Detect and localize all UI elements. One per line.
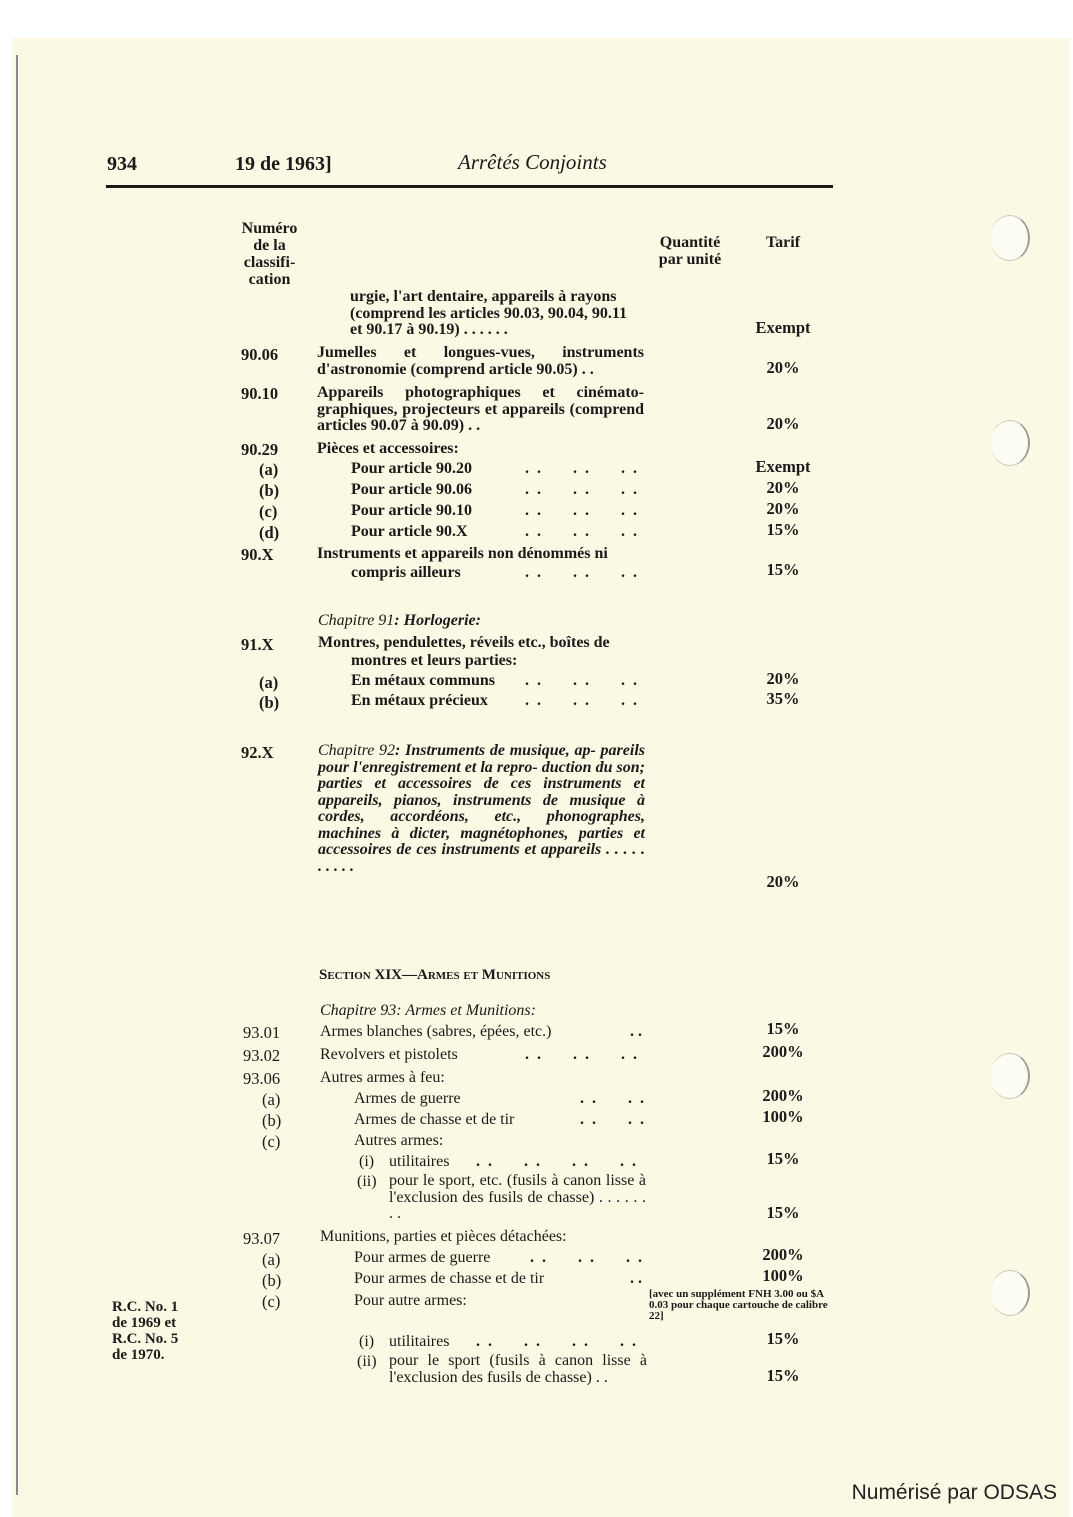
leader-dots: . . . . . . . . — [476, 1153, 638, 1170]
leader-dots: . . — [630, 1270, 642, 1287]
page-title: Arrêtés Conjoints — [458, 150, 607, 174]
chapter-label: Chapitre 93 — [320, 1002, 397, 1019]
sub-item-letter: (b) — [259, 481, 280, 500]
classification-code: 90.X — [241, 545, 274, 564]
sub-item-numeral: (ii) — [357, 1353, 377, 1370]
tarif-value: 20% — [766, 669, 800, 688]
classification-code: 93.01 — [243, 1023, 281, 1042]
tarif-value: 20% — [766, 358, 800, 377]
tarif-value: 35% — [766, 689, 800, 708]
entry-description: Jumelles et longues-vues, instruments d'astronomie (comprend article 90.05) . . — [317, 344, 644, 378]
binder-hole — [990, 420, 1030, 466]
page-number: 934 — [107, 153, 137, 175]
column-header-quantite: Quantité par unité — [658, 234, 722, 268]
sub-item-letter: (b) — [259, 693, 280, 712]
tarif-value: Exempt — [755, 457, 811, 476]
classification-code: 90.29 — [241, 440, 279, 459]
tarif-value: Exempt — [755, 318, 811, 337]
sub-item-letter: (a) — [259, 460, 279, 479]
classification-code: 90.06 — [241, 345, 279, 364]
leader-dots: . . . . . . — [525, 692, 639, 709]
sub-item-numeral: (i) — [359, 1153, 375, 1170]
tarif-value: 20% — [766, 499, 800, 518]
tarif-value: 15% — [766, 560, 800, 579]
margin-note: R.C. No. 5 — [112, 1331, 179, 1347]
entry-description: Appareils photographiques et cinémato- graphiques, projecteurs et appareils (comprend articles 90.07 à 90.09) . . — [317, 384, 644, 434]
entry-description: Pour article 90.20 — [351, 460, 473, 477]
digitization-credit: Numérisé par ODSAS — [851, 1481, 1057, 1504]
chapter-label: Chapitre 92 — [318, 742, 396, 759]
sub-item-letter: (a) — [262, 1250, 281, 1269]
surcharge-note: [avec un supplément FNH 3.00 ou $A 0.03 pour chaque cartouche de calibre 22] — [649, 1288, 828, 1322]
entry-description: Armes de chasse et de tir — [354, 1111, 515, 1128]
entry-description: Pour article 90.X — [351, 523, 468, 540]
column-header-tarif: Tarif — [765, 234, 801, 251]
tarif-value: 15% — [766, 1149, 800, 1168]
sub-item-letter: (b) — [262, 1271, 282, 1290]
leader-dots: . . . . — [580, 1090, 646, 1107]
sub-item-letter: (c) — [259, 502, 278, 521]
leader-dots: . . . . . . — [530, 1249, 644, 1266]
entry-description: Instruments et appareils non dénommés ni — [317, 545, 608, 562]
entry-description: pour le sport, etc. (fusils à canon lisse à l'exclusion des fusils de chasse) . . . . . . . . — [389, 1172, 646, 1222]
year-reference: 19 de 1963] — [235, 153, 332, 175]
entry-description: Armes blanches (sabres, épées, etc.) — [320, 1023, 552, 1040]
entry-description: Munitions, parties et pièces détachées: — [320, 1228, 567, 1245]
tarif-value: 200% — [762, 1245, 804, 1264]
entry-description: En métaux précieux — [351, 692, 488, 709]
margin-note: R.C. No. 1 — [112, 1299, 179, 1315]
entry-description: Montres, pendulettes, réveils etc., boîtes de — [318, 634, 610, 651]
chapter-heading — [318, 613, 481, 629]
entry-description: En métaux communs — [351, 672, 496, 689]
entry-description: urgie, l'art dentaire, appareils à rayons (comprend les articles 90.03, 90.04, 90.11 et 90.17 à 90.19) . . . . . . — [350, 288, 628, 338]
classification-code: 90.10 — [241, 384, 279, 403]
page-edge-shadow — [16, 55, 18, 1495]
sub-item-letter: (d) — [259, 523, 280, 542]
entry-description: Revolvers et pistolets — [320, 1046, 458, 1063]
entry-description — [318, 743, 645, 875]
leader-dots: . . . . . . — [525, 564, 639, 581]
leader-dots: . . . . . . — [525, 460, 639, 477]
chapter-description: : Instruments de musique, ap- pareils pour l'enregistrement et la repro- duction du son; parties et accessoires de ces instruments et appareils, pianos, instruments de musique à cordes, accordéons, etc., phonographes, machines à dicter, magnétophones, parties et accessoires de ces instruments et appareils . . . . . . . . . . — [318, 742, 646, 875]
sub-item-letter: (b) — [262, 1111, 282, 1130]
tarif-value: 20% — [766, 414, 800, 433]
chapter-title: : Armes et Munitions: — [396, 1002, 536, 1019]
entry-description: compris ailleurs — [351, 564, 461, 581]
sub-item-letter: (a) — [259, 673, 279, 692]
tarif-value: 15% — [766, 1329, 800, 1348]
header-rule — [106, 185, 833, 188]
tarif-value: 100% — [762, 1107, 804, 1126]
leader-dots: . . . . — [580, 1111, 646, 1128]
leader-dots: . . — [630, 1023, 642, 1040]
entry-description: Pour armes de guerre — [354, 1249, 491, 1266]
binder-hole — [990, 1270, 1030, 1316]
leader-dots: . . . . . . — [525, 1046, 639, 1063]
entry-description: Pour armes de chasse et de tir — [354, 1270, 545, 1287]
entry-description: Pour article 90.10 — [351, 502, 473, 519]
tarif-value: 100% — [762, 1266, 804, 1285]
tarif-value: 15% — [766, 1366, 800, 1385]
sub-item-numeral: (ii) — [357, 1173, 377, 1190]
tarif-value: 15% — [766, 1203, 800, 1222]
margin-note: de 1969 et — [112, 1315, 177, 1331]
entry-description: utilitaires — [389, 1153, 450, 1170]
leader-dots: . . . . . . . . — [476, 1333, 638, 1350]
entry-description: Pièces et accessoires: — [317, 440, 459, 457]
sub-item-letter: (c) — [262, 1292, 281, 1311]
tarif-value: 20% — [766, 478, 800, 497]
tarif-value: 15% — [766, 1019, 800, 1038]
leader-dots: . . . . . . — [525, 481, 639, 498]
classification-code: 93.02 — [243, 1046, 281, 1065]
entry-description: montres et leurs parties: — [351, 652, 518, 669]
leader-dots: . . . . . . — [525, 523, 639, 540]
sub-item-letter: (c) — [262, 1132, 281, 1151]
classification-code: 92.X — [241, 743, 274, 762]
chapter-title: : Horlogerie: — [394, 612, 481, 629]
chapter-label: Chapitre 91 — [318, 612, 395, 629]
tarif-value: 200% — [762, 1086, 804, 1105]
entry-description: utilitaires — [389, 1333, 450, 1350]
entry-description: Pour article 90.06 — [351, 481, 473, 498]
tarif-value: 20% — [766, 872, 800, 891]
column-header-numero: Numéro de la classifi- cation — [241, 220, 298, 288]
classification-code: 93.07 — [243, 1229, 281, 1248]
entry-description: Autres armes: — [354, 1132, 444, 1149]
leader-dots: . . . . . . — [525, 672, 639, 689]
entry-description: Armes de guerre — [354, 1090, 461, 1107]
sub-item-letter: (a) — [262, 1090, 281, 1109]
entry-description: pour le sport (fusils à canon lisse à l'exclusion des fusils de chasse) . . — [389, 1352, 647, 1386]
classification-code: 91.X — [241, 635, 274, 654]
leader-dots: . . . . . . — [525, 502, 639, 519]
margin-note: de 1970. — [112, 1347, 165, 1363]
sub-item-numeral: (i) — [359, 1333, 375, 1350]
tarif-value: 15% — [766, 520, 800, 539]
entry-description: Pour autre armes: — [354, 1292, 467, 1309]
binder-hole — [990, 1053, 1030, 1099]
tarif-value: 200% — [762, 1042, 804, 1061]
entry-description: Autres armes à feu: — [320, 1069, 445, 1086]
binder-hole — [990, 215, 1030, 261]
classification-code: 93.06 — [243, 1069, 281, 1088]
section-heading: Section XIX—Armes et Munitions — [319, 967, 551, 983]
chapter-heading — [320, 1003, 536, 1019]
